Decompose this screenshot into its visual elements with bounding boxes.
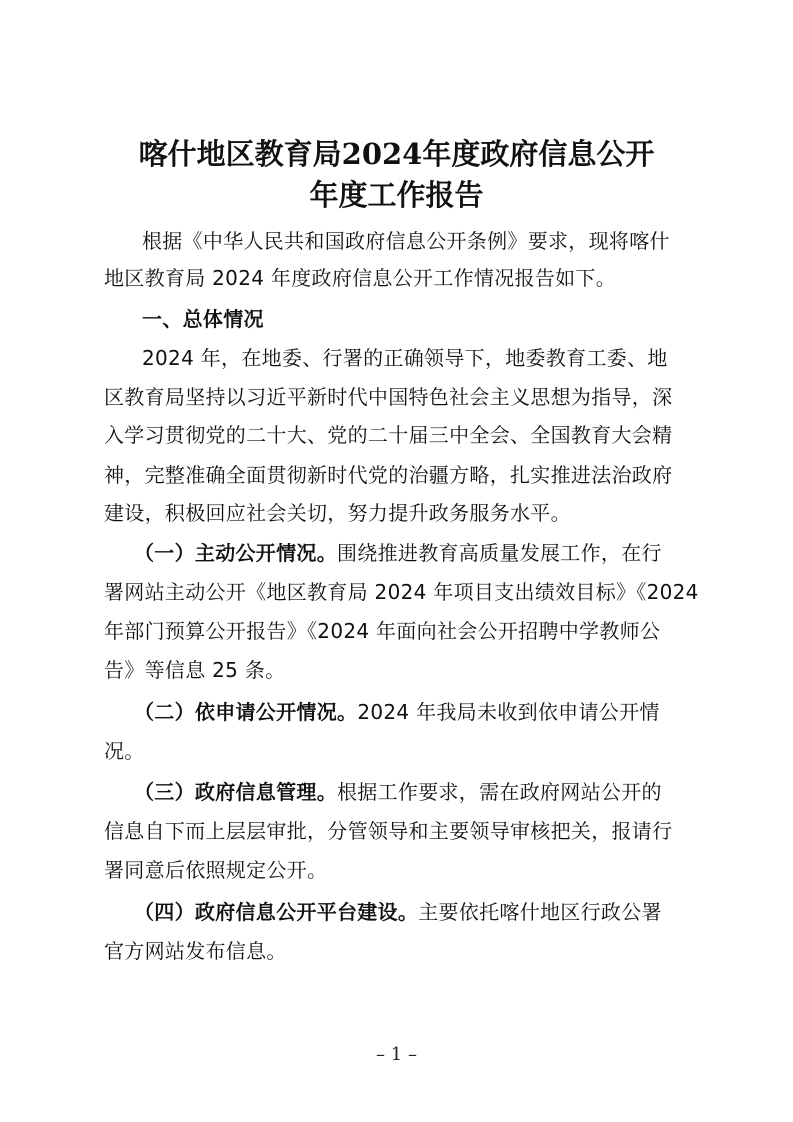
info-management-line-3: 署同意后依照规定公开。 — [104, 858, 328, 882]
platform-construction-line-1 — [134, 897, 696, 927]
application-disclosure-heading: （二）依申请公开情况。 — [134, 700, 358, 724]
overview-line-5: 建设，积极回应社会关切，努力提升政务服务水平。 — [104, 501, 571, 525]
intro-line-1: 根据《中华人民共和国政府信息公开条例》要求，现将喀什 — [142, 229, 670, 253]
document-title-line-1: 喀什地区教育局2024年度政府信息公开 — [138, 137, 655, 171]
platform-construction-heading: （四）政府信息公开平台建设。 — [134, 900, 419, 924]
platform-construction-text-1: 主要依托喀什地区行政公署 — [418, 900, 662, 924]
overview-line-1: 2024 年，在地委、行署的正确领导下，地委教育工委、地 — [142, 346, 668, 370]
proactive-disclosure-line-1 — [134, 538, 696, 568]
info-management-heading: （三）政府信息管理。 — [134, 780, 337, 804]
application-disclosure-text-1: 2024 年我局未收到依申请公开情 — [357, 700, 660, 724]
intro-line-2: 地区教育局 2024 年度政府信息公开工作情况报告如下。 — [104, 266, 617, 290]
document-title-line-2: 年度工作报告 — [309, 178, 484, 212]
info-management-line-1 — [134, 777, 696, 807]
info-management-text-1: 根据工作要求，需在政府网站公开的 — [337, 780, 662, 804]
page-number: – 1 – — [376, 1044, 417, 1065]
platform-construction-line-2: 官方网站发布信息。 — [104, 939, 287, 963]
proactive-disclosure-line-3: 年部门预算公开报告》《2024 年面向社会公开招聘中学教师公 — [104, 619, 661, 643]
overview-line-4: 神，完整准确全面贯彻新时代党的治疆方略，扎实推进法治政府 — [104, 463, 673, 487]
proactive-disclosure-text-1: 围绕推进教育高质量发展工作，在行 — [337, 541, 662, 565]
application-disclosure-line-2: 况。 — [104, 739, 145, 763]
application-disclosure-line-1 — [134, 697, 696, 727]
info-management-line-2: 信息自下而上层层审批，分管领导和主要领导审核把关，报请行 — [104, 819, 673, 843]
proactive-disclosure-line-4: 告》等信息 25 条。 — [104, 658, 286, 682]
section-heading-overview: 一、总体情况 — [142, 307, 264, 331]
overview-line-2: 区教育局坚持以习近平新时代中国特色社会主义思想为指导，深 — [104, 385, 673, 409]
proactive-disclosure-line-2: 署网站主动公开《地区教育局 2024 年项目支出绩效目标》《2024 — [104, 580, 699, 604]
overview-line-3: 入学习贯彻党的二十大、党的二十届三中全会、全国教育大会精 — [104, 423, 673, 447]
proactive-disclosure-heading: （一）主动公开情况。 — [134, 541, 337, 565]
